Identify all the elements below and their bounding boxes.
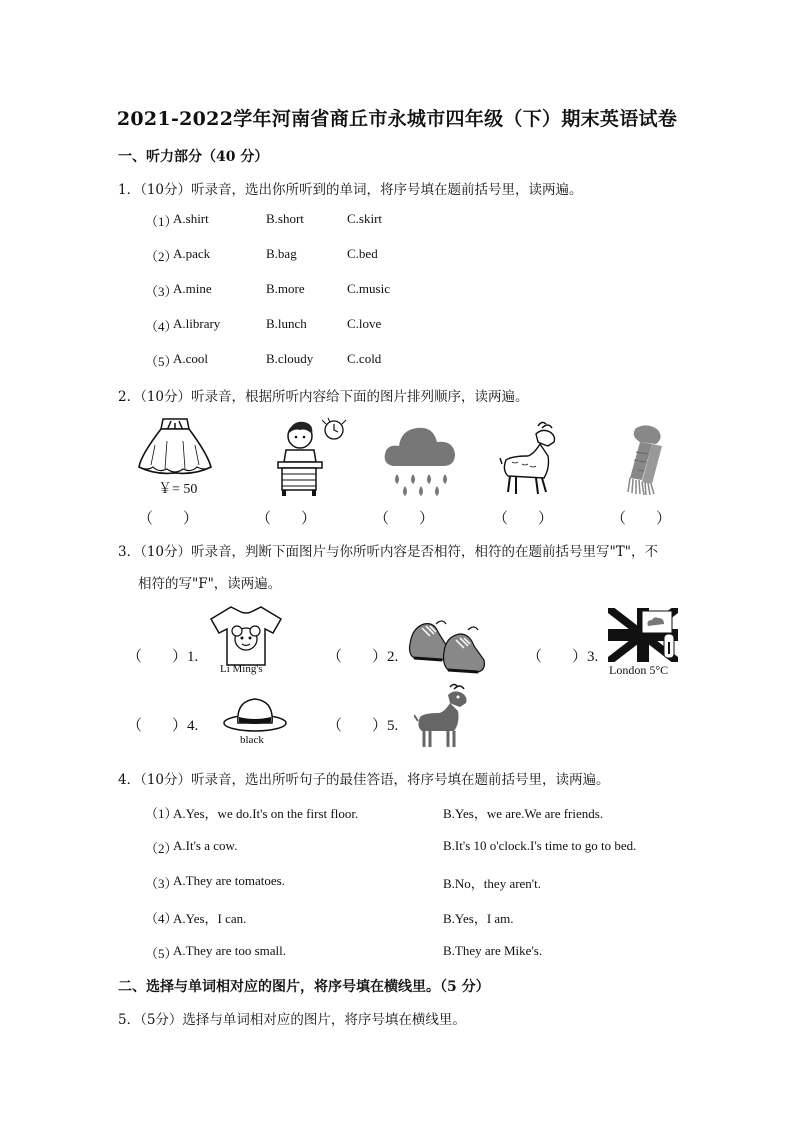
q4-row-num: （3） — [145, 876, 178, 891]
hat-icon — [222, 695, 288, 733]
q3-item-label[interactable]: （ ）2. — [327, 649, 399, 665]
q4-option-b: B.Yes，we are.We are friends. — [443, 806, 604, 821]
q1-row-num: （2） — [145, 249, 178, 264]
q1-option-c: C.love — [347, 316, 382, 331]
q1-option-c: C.music — [347, 281, 390, 296]
q3-item-label[interactable]: （ ）3. — [527, 649, 599, 665]
q1-option-a: A.shirt — [173, 211, 209, 226]
q1-option-b: B.bag — [266, 246, 297, 261]
goat-icon — [414, 683, 470, 749]
q1-option-b: B.more — [266, 281, 305, 296]
q1-row-num: （3） — [145, 284, 178, 299]
hat-caption: black — [240, 734, 264, 746]
answer-paren[interactable]: （ ） — [138, 511, 199, 527]
question-1-stem: 1．（10分）听录音，选出你所听到的单词，将序号填在题前括号里，读两遍。 — [118, 182, 583, 198]
tshirt-caption: Li Ming's — [220, 663, 263, 675]
q1-option-a: A.pack — [173, 246, 211, 261]
q4-option-a: A.It's a cow. — [173, 838, 238, 853]
goat-icon — [498, 420, 560, 498]
boy-at-desk-icon — [272, 416, 352, 498]
q1-option-b: B.lunch — [266, 316, 307, 331]
answer-paren[interactable]: （ ） — [611, 511, 672, 527]
q4-option-b: B.It's 10 o'clock.I's time to go to bed. — [443, 838, 637, 853]
q4-row-num: （2） — [145, 841, 178, 856]
q4-option-b: B.They are Mike's. — [443, 943, 543, 958]
q1-option-b: B.cloudy — [266, 351, 314, 366]
question-3-stem-line-2: 相符的写"F"，读两遍。 — [138, 576, 282, 592]
q1-option-c: C.bed — [347, 246, 378, 261]
q3-item-label[interactable]: （ ）1. — [127, 649, 199, 665]
answer-paren[interactable]: （ ） — [374, 511, 435, 527]
q4-option-a: A.They are tomatoes. — [173, 873, 285, 888]
question-2-stem: 2．（10分）听录音，根据所听内容给下面的图片排列顺序，读两遍。 — [118, 389, 529, 405]
q4-row-num: （4） — [145, 911, 178, 926]
skirt-icon — [135, 415, 215, 480]
section-1-heading: 一、听力部分（40 分） — [118, 149, 269, 165]
q1-option-a: A.mine — [173, 281, 212, 296]
scarf-icon — [612, 420, 672, 498]
q4-option-b: B.Yes，I am. — [443, 911, 514, 926]
question-3-stem-line-1: 3．（10分）听录音，判断下面图片与你所听内容是否相符，相符的在题前括号里写"T"，不 — [118, 544, 658, 560]
page-title: 2021-2022学年河南省商丘市永城市四年级（下）期末英语试卷 — [116, 108, 678, 130]
question-4-stem: 4．（10分）听录音，选出所听句子的最佳答语，将序号填在题前括号里，读两遍。 — [118, 772, 610, 788]
answer-paren[interactable]: （ ） — [256, 511, 317, 527]
q4-option-b: B.No，they aren't. — [443, 876, 542, 891]
q1-row-num: （4） — [145, 319, 178, 334]
price-label: ￥= 50 — [158, 482, 198, 497]
answer-paren[interactable]: （ ） — [493, 511, 554, 527]
q1-option-b: B.short — [266, 211, 304, 226]
q4-row-num: （5） — [145, 946, 178, 961]
q4-option-a: A.Yes，I can. — [173, 911, 247, 926]
q1-row-num: （5） — [145, 354, 178, 369]
q1-option-c: C.cold — [347, 351, 382, 366]
q1-option-a: A.cool — [173, 351, 209, 366]
q4-row-num: （1） — [145, 806, 178, 821]
q4-option-a: A.Yes，we do.It's on the first floor. — [173, 806, 359, 821]
q1-option-c: C.skirt — [347, 211, 383, 226]
weather-caption: London 5°C — [609, 663, 669, 677]
q4-option-a: A.They are too small. — [173, 943, 286, 958]
q1-row-num: （1） — [145, 214, 178, 229]
q1-option-a: A.library — [173, 316, 221, 331]
tshirt-icon — [209, 605, 283, 667]
q3-item-label[interactable]: （ ）4. — [127, 718, 199, 734]
weather-flag-icon — [608, 608, 678, 662]
section-2-heading: 二、选择与单词相对应的图片，将序号填在横线里。（5 分） — [118, 979, 490, 995]
q3-item-label[interactable]: （ ）5. — [327, 718, 399, 734]
sneakers-icon — [408, 614, 488, 676]
rain-cloud-icon — [383, 422, 457, 500]
question-5-stem: 5．（5分）选择与单词相对应的图片，将序号填在横线里。 — [118, 1012, 466, 1028]
